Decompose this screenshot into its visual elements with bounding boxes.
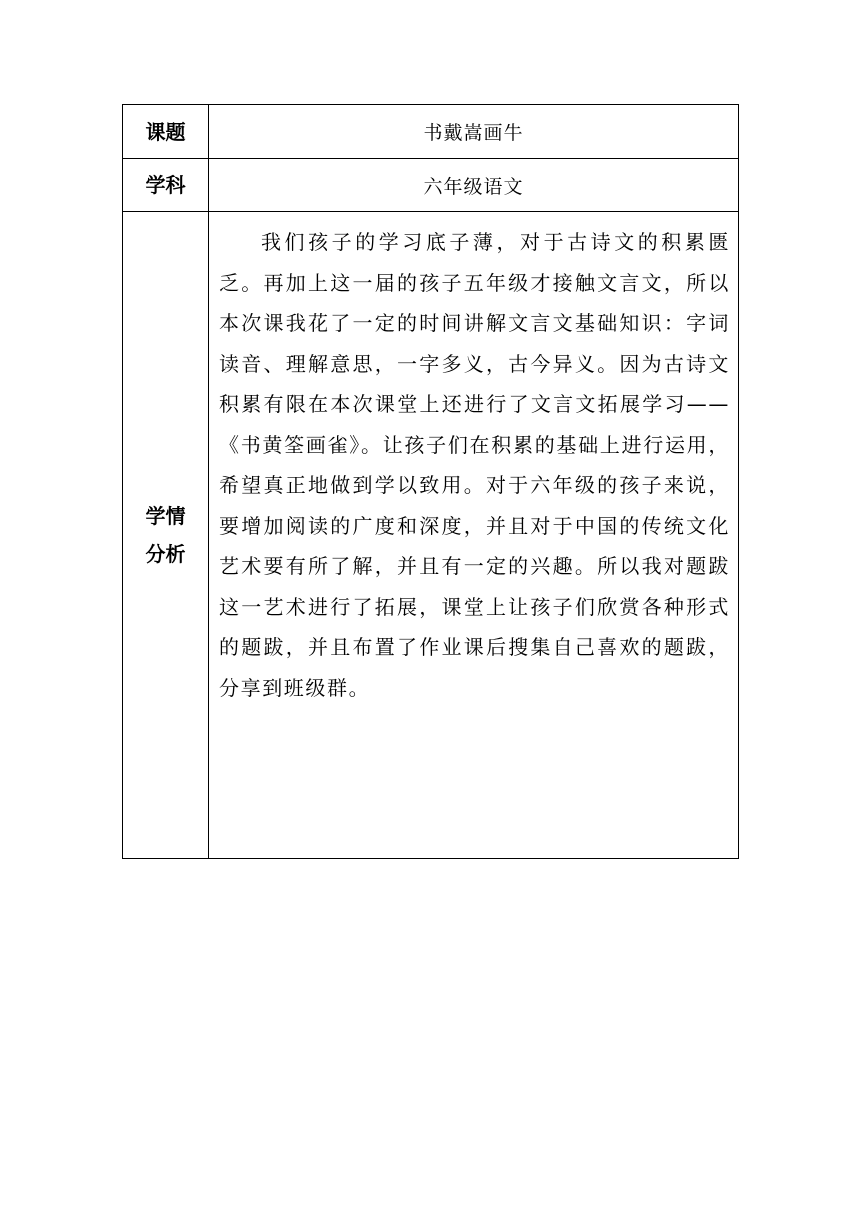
value-cell-topic (209, 105, 739, 159)
learning-analysis-label-line-2: 分析 (145, 542, 186, 566)
subject-value: 六年级语文 (423, 175, 524, 198)
label-cell-learning-analysis (123, 212, 209, 859)
label-cell-subject (123, 159, 209, 212)
subject-label: 学科 (145, 173, 186, 197)
table-row-learning-analysis (123, 212, 739, 859)
topic-value: 书戴嵩画牛 (423, 122, 524, 144)
label-cell-topic (123, 105, 209, 159)
lesson-info-table (122, 104, 739, 859)
value-cell-learning-analysis (209, 212, 739, 859)
value-cell-subject (209, 159, 739, 212)
table-row-subject (123, 159, 739, 212)
learning-analysis-label-line-1: 学情 (145, 504, 186, 528)
learning-analysis-text: 我们孩子的学习底子薄，对于古诗文的积累匮乏。再加上这一届的孩子五年级才接触文言文，所以本次课我花了一定的时间讲解文言文基础知识：字词读音、理解意思，一字多义，古今异义。因为古诗文积累有限在本次课堂上还进行了文言文拓展学习——《书黄筌画雀》。让孩子们在积累的基础上进行运用，希望真正地做到学以致用。对于六年级的孩子来说，要增加阅读的广度和深度，并且对于中国的传统文化艺术要有所了解，并且有一定的兴趣。所以我对题跋这一艺术进行了拓展，课堂上让孩子们欣赏各种形式的题跋，并且布置了作业课后搜集自己喜欢的题跋，分享到班级群。 (219, 230, 730, 700)
topic-label: 课题 (145, 119, 186, 144)
table-row-topic (123, 105, 739, 159)
